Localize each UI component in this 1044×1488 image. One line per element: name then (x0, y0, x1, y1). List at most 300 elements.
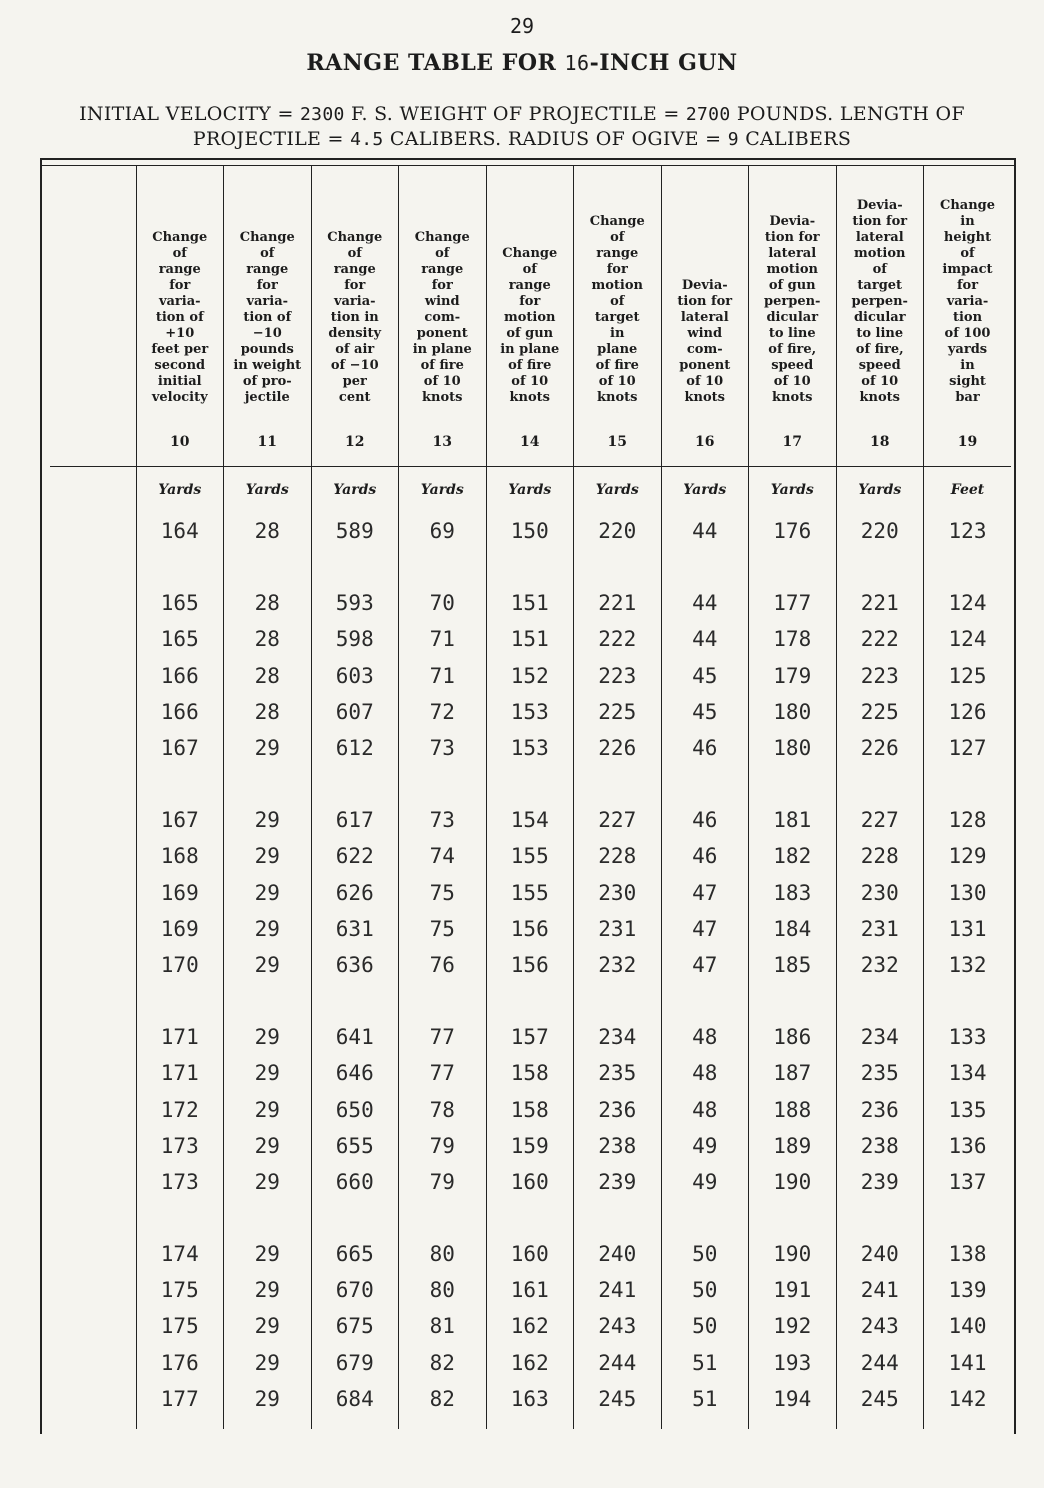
column-header-label (574, 214, 661, 406)
column-header-label (924, 198, 1011, 406)
subtitle-line-2 (30, 127, 1014, 152)
table-cell: 80 (399, 1236, 487, 1272)
table-cell: 49 (661, 1164, 749, 1200)
table-cell: 232 (574, 947, 662, 983)
table-cell: 48 (661, 1091, 749, 1127)
table-cell: 75 (399, 911, 487, 947)
table-cell: 29 (224, 1019, 312, 1055)
table-cell: 169 (136, 911, 224, 947)
column-header-label-line: speed (858, 358, 901, 373)
column-header-label-line: bar (955, 390, 980, 405)
table-cell: 153 (486, 730, 574, 766)
table-cell: 29 (224, 1236, 312, 1272)
column-header-label-line: lateral (680, 310, 729, 325)
table-cell: 226 (836, 730, 924, 766)
column-header-label-line: Devia- (681, 278, 728, 293)
table-row (50, 694, 1011, 730)
column-header-label (749, 214, 836, 406)
table-cell: 228 (574, 838, 662, 874)
table-cell: 179 (749, 658, 837, 694)
table-row (50, 802, 1011, 838)
row-stub (50, 694, 136, 730)
table-cell: 130 (924, 875, 1012, 911)
table-cell: 51 (661, 1345, 749, 1381)
column-header-label-line: range (158, 262, 201, 277)
column-number: 19 (957, 434, 978, 450)
column-header-label-line: tion (952, 310, 983, 325)
column-header-label-line: of fire (508, 358, 552, 373)
column-header-label-line: for (606, 262, 628, 277)
unit-label: Yards (574, 467, 662, 514)
column-header-18 (836, 166, 924, 467)
column-header-label-line: initial (157, 374, 202, 389)
table-cell: 679 (311, 1345, 399, 1381)
row-stub (50, 1345, 136, 1381)
table-cell: 182 (749, 838, 837, 874)
spacer-cell (749, 766, 837, 802)
table-cell: 234 (574, 1019, 662, 1055)
table-row (50, 1019, 1011, 1055)
row-stub (50, 1055, 136, 1091)
column-header-label-line: plane (597, 342, 638, 357)
table-cell: 173 (136, 1128, 224, 1164)
table-cell: 239 (836, 1164, 924, 1200)
spacer-cell (399, 1417, 487, 1429)
column-header-label-line: Change (502, 246, 558, 261)
table-cell: 28 (224, 658, 312, 694)
spacer-cell (311, 766, 399, 802)
column-header-label-line: of gun (768, 278, 816, 293)
table-cell: 150 (486, 513, 574, 549)
unit-label: Yards (836, 467, 924, 514)
table-cell: 123 (924, 513, 1012, 549)
column-header-label-line: of 100 (944, 326, 991, 341)
column-header-10 (136, 166, 224, 467)
table-cell: 29 (224, 802, 312, 838)
column-header-label-line: of (610, 294, 625, 309)
table-cell: 243 (574, 1308, 662, 1344)
column-header-label-line: range (508, 278, 551, 293)
table-cell: 50 (661, 1308, 749, 1344)
spacer-cell (136, 1417, 224, 1429)
table-cell: 228 (836, 838, 924, 874)
row-stub (50, 947, 136, 983)
column-header-label-line: of (872, 262, 887, 277)
table-cell: 29 (224, 1055, 312, 1091)
column-header-label-line: knots (597, 390, 638, 405)
column-header-label-line: of (610, 230, 625, 245)
column-header-label (662, 278, 749, 406)
table-cell: 221 (574, 585, 662, 621)
subtitle-length-value: 4.5 (350, 129, 384, 150)
group-spacer (50, 1200, 1011, 1236)
spacer-cell (224, 549, 312, 585)
table-cell: 245 (836, 1381, 924, 1417)
table-cell: 646 (311, 1055, 399, 1091)
table-cell: 166 (136, 694, 224, 730)
table-cell: 175 (136, 1272, 224, 1308)
column-header-label-line: knots (772, 390, 813, 405)
table-row (50, 621, 1011, 657)
table-cell: 132 (924, 947, 1012, 983)
column-header-label-line: of (172, 246, 187, 261)
column-header-label-line: of 10 (861, 374, 899, 389)
table-cell: 29 (224, 1272, 312, 1308)
table-cell: 44 (661, 513, 749, 549)
column-header-label-line: com- (686, 342, 723, 357)
row-stub (50, 875, 136, 911)
table-cell: 167 (136, 730, 224, 766)
spacer-cell (136, 549, 224, 585)
table-row (50, 1308, 1011, 1344)
table-cell: 622 (311, 838, 399, 874)
column-header-label-line: ponent (679, 358, 731, 373)
table-cell: 593 (311, 585, 399, 621)
column-header-label-line: impact (942, 262, 993, 277)
table-cell: 138 (924, 1236, 1012, 1272)
column-header-label-line: perpen- (851, 294, 908, 309)
column-header-label-line: varia- (333, 294, 376, 309)
group-spacer (50, 983, 1011, 1019)
table-cell: 223 (574, 658, 662, 694)
page-title (0, 50, 1044, 76)
column-header-label-line: Change (327, 230, 383, 245)
table-cell: 46 (661, 838, 749, 874)
table-cell: 29 (224, 1164, 312, 1200)
row-stub (50, 658, 136, 694)
table-cell: 171 (136, 1019, 224, 1055)
column-number: 11 (257, 434, 277, 450)
spacer-cell (574, 766, 662, 802)
subtitle-length-label: POUNDS. LENGTH OF (736, 103, 965, 125)
row-stub (50, 585, 136, 621)
table-cell: 231 (836, 911, 924, 947)
table-cell: 660 (311, 1164, 399, 1200)
column-header-label-line: of fire, (768, 342, 817, 357)
column-header-label-line: Devia- (769, 214, 816, 229)
row-stub (50, 1128, 136, 1164)
spacer-cell (486, 1200, 574, 1236)
column-header-label-line: knots (509, 390, 550, 405)
spacer-cell (836, 1417, 924, 1429)
table-body (50, 467, 1011, 1429)
table-cell: 223 (836, 658, 924, 694)
column-header-label-line: for (431, 278, 453, 293)
table-cell: 125 (924, 658, 1012, 694)
row-stub (50, 838, 136, 874)
spacer-cell (749, 549, 837, 585)
table-row (50, 1055, 1011, 1091)
spacer-cell (836, 1200, 924, 1236)
unit-label: Yards (749, 467, 837, 514)
table-row (50, 911, 1011, 947)
table-cell: 163 (486, 1381, 574, 1417)
table-cell: 178 (749, 621, 837, 657)
table-cell: 159 (486, 1128, 574, 1164)
table-cell: 170 (136, 947, 224, 983)
column-header-label-line: knots (684, 390, 725, 405)
column-header-17 (749, 166, 837, 467)
table-cell: 190 (749, 1236, 837, 1272)
table-cell: 75 (399, 875, 487, 911)
table-cell: 153 (486, 694, 574, 730)
column-header-label-line: for (256, 278, 278, 293)
table-cell: 238 (836, 1128, 924, 1164)
spacer-cell (924, 1200, 1012, 1236)
column-header-label-line: speed (771, 358, 814, 373)
table-cell: 46 (661, 802, 749, 838)
table-cell: 183 (749, 875, 837, 911)
column-header-11 (224, 166, 312, 467)
table-cell: 164 (136, 513, 224, 549)
column-number: 17 (782, 434, 802, 450)
column-header-label-line: of gun (506, 326, 554, 341)
row-stub (50, 1272, 136, 1308)
table-cell: 29 (224, 838, 312, 874)
table-cell: 194 (749, 1381, 837, 1417)
table-cell: 44 (661, 621, 749, 657)
column-header-label-line: in (960, 358, 975, 373)
column-header-label-line: lateral (855, 230, 904, 245)
table-cell: 47 (661, 947, 749, 983)
table-cell: 49 (661, 1128, 749, 1164)
table-cell: 169 (136, 875, 224, 911)
table-cell: 192 (749, 1308, 837, 1344)
column-number: 18 (870, 434, 890, 450)
column-header-label-line: in plane (500, 342, 560, 357)
column-header-label-line: of −10 (330, 358, 379, 373)
column-header-14 (486, 166, 574, 467)
table-row (50, 585, 1011, 621)
subtitle-weight-value: 2700 (685, 104, 731, 125)
row-stub (50, 513, 136, 549)
header-stub (50, 166, 136, 467)
column-header-label-line: of fire, (855, 342, 904, 357)
column-header-label-line: Change (414, 230, 470, 245)
spacer-cell (486, 983, 574, 1019)
column-header-13 (399, 166, 487, 467)
subtitle-projectile-label: PROJECTILE = (192, 128, 344, 150)
table-cell: 675 (311, 1308, 399, 1344)
table-cell: 236 (836, 1091, 924, 1127)
column-number: 12 (345, 434, 365, 450)
column-header-label-line: range (333, 262, 376, 277)
spacer-cell (574, 983, 662, 1019)
table-cell: 665 (311, 1236, 399, 1272)
table-cell: 186 (749, 1019, 837, 1055)
spacer-cell (224, 1417, 312, 1429)
table-cell: 126 (924, 694, 1012, 730)
table-cell: 231 (574, 911, 662, 947)
table-cell: 188 (749, 1091, 837, 1127)
column-header-label-line: motion (766, 262, 818, 277)
table-cell: 137 (924, 1164, 1012, 1200)
column-header-label-line: in plane (412, 342, 472, 357)
table-cell: 50 (661, 1236, 749, 1272)
table-cell: 82 (399, 1381, 487, 1417)
table-cell: 156 (486, 911, 574, 947)
table-cell: 152 (486, 658, 574, 694)
spacer-cell (661, 983, 749, 1019)
table-cell: 225 (836, 694, 924, 730)
table-cell: 74 (399, 838, 487, 874)
table-cell: 29 (224, 1345, 312, 1381)
spacer-cell (661, 549, 749, 585)
column-header-label-line: in weight (233, 358, 302, 373)
column-number: 13 (432, 434, 452, 450)
table-cell: 185 (749, 947, 837, 983)
column-header-label-line: range (246, 262, 289, 277)
table-cell: 167 (136, 802, 224, 838)
table-cell: 184 (749, 911, 837, 947)
spacer-cell (50, 983, 136, 1019)
table-cell: 129 (924, 838, 1012, 874)
column-header-label-line: tion in (330, 310, 379, 325)
table-cell: 174 (136, 1236, 224, 1272)
spacer-cell (924, 549, 1012, 585)
column-header-label-line: target (594, 310, 640, 325)
table-cell: 220 (574, 513, 662, 549)
table-cell: 655 (311, 1128, 399, 1164)
table-cell: 236 (574, 1091, 662, 1127)
table-cell: 82 (399, 1345, 487, 1381)
column-header-16 (661, 166, 749, 467)
spacer-cell (486, 1417, 574, 1429)
table-cell: 241 (574, 1272, 662, 1308)
row-stub (50, 1308, 136, 1344)
column-header-label-line: motion (854, 246, 906, 261)
table-cell: 181 (749, 802, 837, 838)
column-header-label-line: range (421, 262, 464, 277)
spacer-cell (661, 1417, 749, 1429)
row-stub (50, 1019, 136, 1055)
table-cell: 193 (749, 1345, 837, 1381)
table-cell: 135 (924, 1091, 1012, 1127)
column-header-label-line: of 10 (511, 374, 549, 389)
column-header-label-line: of 10 (686, 374, 724, 389)
table-cell: 235 (836, 1055, 924, 1091)
column-header-label-line: for (169, 278, 191, 293)
table-cell: 173 (136, 1164, 224, 1200)
table-cell: 73 (399, 730, 487, 766)
table-cell: 28 (224, 621, 312, 657)
column-header-label-line: of fire (595, 358, 639, 373)
table-cell: 626 (311, 875, 399, 911)
table-cell: 650 (311, 1091, 399, 1127)
table-cell: 670 (311, 1272, 399, 1308)
spacer-cell (50, 1200, 136, 1236)
table-cell: 641 (311, 1019, 399, 1055)
table-cell: 160 (486, 1236, 574, 1272)
table-cell: 172 (136, 1091, 224, 1127)
column-header-label-line: in (610, 326, 625, 341)
table-cell: 77 (399, 1055, 487, 1091)
table-cell: 165 (136, 585, 224, 621)
table-cell: 177 (136, 1381, 224, 1417)
column-header-label (224, 230, 311, 406)
table-cell: 238 (574, 1128, 662, 1164)
row-stub (50, 911, 136, 947)
column-header-label-line: Change (152, 230, 208, 245)
table-cell: 77 (399, 1019, 487, 1055)
table-cell: 136 (924, 1128, 1012, 1164)
unit-label: Yards (311, 467, 399, 514)
table-cell: 220 (836, 513, 924, 549)
table-cell: 171 (136, 1055, 224, 1091)
table-cell: 151 (486, 621, 574, 657)
spacer-cell (399, 1200, 487, 1236)
column-header-label (137, 230, 224, 406)
table-cell: 139 (924, 1272, 1012, 1308)
table-cell: 69 (399, 513, 487, 549)
unit-label: Feet (924, 467, 1012, 514)
table-cell: 151 (486, 585, 574, 621)
table-row (50, 730, 1011, 766)
column-header-label-line: Change (589, 214, 645, 229)
column-header-label-line: to line (768, 326, 816, 341)
units-row (50, 467, 1011, 514)
column-header-label-line: yards (947, 342, 988, 357)
column-header-label-line: cent (338, 390, 371, 405)
table-cell: 29 (224, 1308, 312, 1344)
column-header-12 (311, 166, 399, 467)
header-row (50, 166, 1011, 467)
column-header-label-line: tion for (852, 214, 908, 229)
spacer-cell (574, 549, 662, 585)
table-cell: 225 (574, 694, 662, 730)
column-header-label-line: +10 (165, 326, 195, 341)
column-header-label-line: tion for (764, 230, 820, 245)
table-cell: 161 (486, 1272, 574, 1308)
table-row (50, 1164, 1011, 1200)
unit-label: Yards (486, 467, 574, 514)
column-header-label-line: dicular (766, 310, 819, 325)
table-cell: 28 (224, 585, 312, 621)
table-cell: 226 (574, 730, 662, 766)
column-header-label-line: Change (239, 230, 295, 245)
column-header-label-line: jectile (244, 390, 290, 405)
column-number: 10 (170, 434, 190, 450)
table-cell: 47 (661, 911, 749, 947)
table-cell: 180 (749, 730, 837, 766)
table-cell: 79 (399, 1128, 487, 1164)
subtitle-ogive-label: CALIBERS. RADIUS OF OGIVE = (389, 128, 722, 150)
spacer-cell (399, 983, 487, 1019)
column-header-label-line: lateral (768, 246, 817, 261)
table-cell: 636 (311, 947, 399, 983)
column-header-label-line: of 10 (423, 374, 461, 389)
spacer-cell (836, 766, 924, 802)
unit-label: Yards (661, 467, 749, 514)
column-header-label-line: of (435, 246, 450, 261)
table-cell: 187 (749, 1055, 837, 1091)
table-cell: 598 (311, 621, 399, 657)
row-stub (50, 1381, 136, 1417)
column-header-label-line: for (519, 294, 541, 309)
table-cell: 189 (749, 1128, 837, 1164)
table-cell: 232 (836, 947, 924, 983)
column-number: 16 (695, 434, 715, 450)
table-cell: 80 (399, 1272, 487, 1308)
table-cell: 29 (224, 947, 312, 983)
title-suffix: -INCH GUN (589, 50, 738, 76)
table-row (50, 1128, 1011, 1164)
table-cell: 154 (486, 802, 574, 838)
column-header-label-line: second (154, 358, 206, 373)
column-header-label-line: varia- (158, 294, 201, 309)
spacer-cell (136, 983, 224, 1019)
column-header-label-line: of air (335, 342, 375, 357)
